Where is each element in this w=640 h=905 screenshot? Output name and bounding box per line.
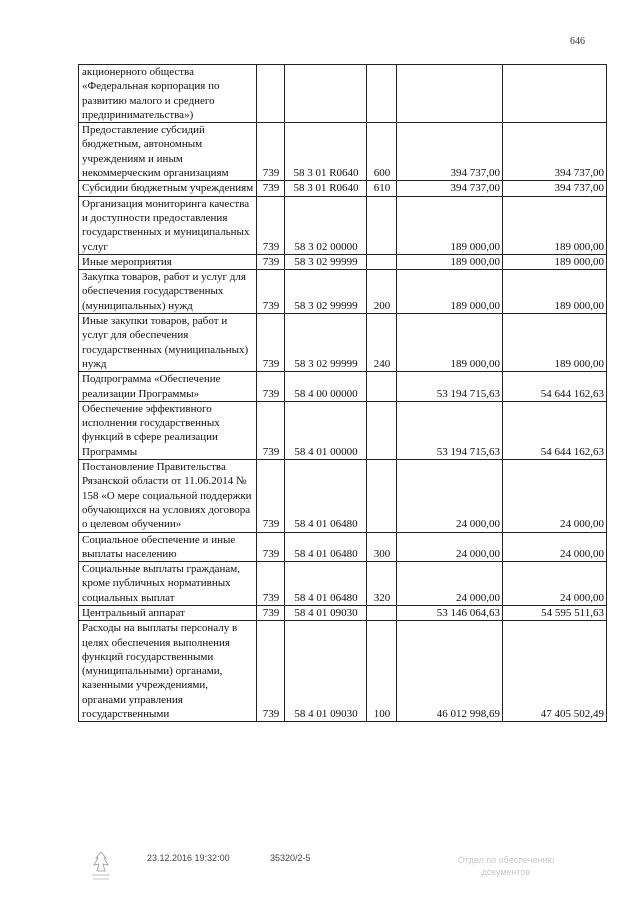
amount-year-2: 54 644 162,63	[503, 401, 607, 459]
table-row	[79, 621, 607, 722]
amount-year-2: 189 000,00	[503, 254, 607, 269]
target-code: 58 4 01 06480	[285, 562, 367, 606]
row-name: акционерного общества «Федеральная корпорация по развитию малого и среднего предпринимательства»)	[79, 65, 257, 123]
ministry-code: 739	[257, 401, 285, 459]
ministry-code: 739	[257, 314, 285, 372]
amount-year-1	[397, 65, 503, 123]
target-code: 58 3 02 99999	[285, 314, 367, 372]
expense-type: 300	[367, 532, 397, 562]
table-row	[79, 562, 607, 606]
amount-year-2: 24 000,00	[503, 562, 607, 606]
amount-year-1: 189 000,00	[397, 270, 503, 314]
amount-year-2: 24 000,00	[503, 532, 607, 562]
target-code: 58 3 02 99999	[285, 270, 367, 314]
expense-type	[367, 460, 397, 532]
amount-year-1: 394 737,00	[397, 181, 503, 196]
amount-year-1: 189 000,00	[397, 196, 503, 254]
target-code: 58 3 01 R0640	[285, 123, 367, 181]
table-row	[79, 65, 607, 123]
table-row	[79, 196, 607, 254]
ministry-code: 739	[257, 270, 285, 314]
row-name: Закупка товаров, работ и услуг для обеспечения государственных (муниципальных) нужд	[79, 270, 257, 314]
amount-year-1: 24 000,00	[397, 562, 503, 606]
target-code: 58 4 01 06480	[285, 460, 367, 532]
ministry-code: 739	[257, 621, 285, 722]
row-name: Расходы на выплаты персоналу в целях обеспечения выполнения функций государственными (муниципальными) органами, казенными учреждениями, органами управления государственными	[79, 621, 257, 722]
expense-type: 610	[367, 181, 397, 196]
target-code: 58 3 02 99999	[285, 254, 367, 269]
row-name: Обеспечение эффективного исполнения государственных функций в сфере реализации Программы	[79, 401, 257, 459]
table-row	[79, 605, 607, 620]
amount-year-2: 394 737,00	[503, 123, 607, 181]
amount-year-1: 189 000,00	[397, 314, 503, 372]
footer-datetime: 23.12.2016 19:32:00	[147, 853, 230, 863]
row-name: Субсидии бюджетным учреждениям	[79, 181, 257, 196]
faint-stamp-line: документов	[481, 867, 531, 877]
row-name: Социальное обеспечение и иные выплаты населению	[79, 532, 257, 562]
amount-year-2: 189 000,00	[503, 196, 607, 254]
expense-type: 240	[367, 314, 397, 372]
amount-year-2: 394 737,00	[503, 181, 607, 196]
amount-year-2	[503, 65, 607, 123]
budget-table	[78, 64, 607, 722]
ministry-code: 739	[257, 123, 285, 181]
row-name: Социальные выплаты гражданам, кроме публичных нормативных социальных выплат	[79, 562, 257, 606]
table-row	[79, 314, 607, 372]
target-code: 58 4 01 09030	[285, 621, 367, 722]
expense-type	[367, 65, 397, 123]
row-name: Подпрограмма «Обеспечение реализации Программы»	[79, 372, 257, 402]
expense-type	[367, 196, 397, 254]
expense-type	[367, 605, 397, 620]
table-row	[79, 181, 607, 196]
amount-year-1: 394 737,00	[397, 123, 503, 181]
table-row	[79, 401, 607, 459]
ministry-code: 739	[257, 605, 285, 620]
ministry-code: 739	[257, 181, 285, 196]
ministry-code: 739	[257, 532, 285, 562]
ministry-code: 739	[257, 254, 285, 269]
amount-year-1: 53 146 064,63	[397, 605, 503, 620]
page-number: 646	[570, 36, 585, 47]
expense-type	[367, 254, 397, 269]
expense-type: 200	[367, 270, 397, 314]
expense-type	[367, 372, 397, 402]
ministry-code	[257, 65, 285, 123]
expense-type: 100	[367, 621, 397, 722]
expense-type: 600	[367, 123, 397, 181]
ministry-code: 739	[257, 372, 285, 402]
table-row	[79, 460, 607, 532]
footer-doc-number: 35320/2-5	[270, 853, 311, 863]
row-name: Центральный аппарат	[79, 605, 257, 620]
amount-year-1: 46 012 998,69	[397, 621, 503, 722]
amount-year-1: 53 194 715,63	[397, 401, 503, 459]
row-name: Постановление Правительства Рязанской области от 11.06.2014 № 158 «О мере социальной поддержки обучающихся на условиях договора о целевом обучении»	[79, 460, 257, 532]
amount-year-1: 24 000,00	[397, 532, 503, 562]
target-code: 58 4 00 00000	[285, 372, 367, 402]
amount-year-1: 53 194 715,63	[397, 372, 503, 402]
faint-stamp-line: Отдел по обеспечению	[457, 855, 555, 865]
target-code: 58 3 01 R0640	[285, 181, 367, 196]
amount-year-2: 189 000,00	[503, 314, 607, 372]
amount-year-2: 47 405 502,49	[503, 621, 607, 722]
target-code: 58 4 01 09030	[285, 605, 367, 620]
amount-year-1: 24 000,00	[397, 460, 503, 532]
amount-year-2: 189 000,00	[503, 270, 607, 314]
table-row	[79, 254, 607, 269]
ministry-code: 739	[257, 460, 285, 532]
row-name: Иные закупки товаров, работ и услуг для обеспечения государственных (муниципальных) нужд	[79, 314, 257, 372]
table-row	[79, 270, 607, 314]
faint-stamp-text	[446, 854, 566, 878]
ministry-code: 739	[257, 196, 285, 254]
expense-type	[367, 401, 397, 459]
target-code: 58 3 02 00000	[285, 196, 367, 254]
amount-year-2: 24 000,00	[503, 460, 607, 532]
target-code: 58 4 01 00000	[285, 401, 367, 459]
table-row	[79, 372, 607, 402]
table-row	[79, 532, 607, 562]
stamp-emblem-icon	[86, 849, 116, 885]
amount-year-2: 54 644 162,63	[503, 372, 607, 402]
ministry-code: 739	[257, 562, 285, 606]
amount-year-1: 189 000,00	[397, 254, 503, 269]
table-row	[79, 123, 607, 181]
expense-type: 320	[367, 562, 397, 606]
amount-year-2: 54 595 511,63	[503, 605, 607, 620]
target-code: 58 4 01 06480	[285, 532, 367, 562]
budget-table-body	[79, 65, 607, 722]
target-code	[285, 65, 367, 123]
row-name: Иные мероприятия	[79, 254, 257, 269]
row-name: Предоставление субсидий бюджетным, автономным учреждениям и иным некоммерческим организациям	[79, 123, 257, 181]
row-name: Организация мониторинга качества и доступности предоставления государственных и муниципальных услуг	[79, 196, 257, 254]
